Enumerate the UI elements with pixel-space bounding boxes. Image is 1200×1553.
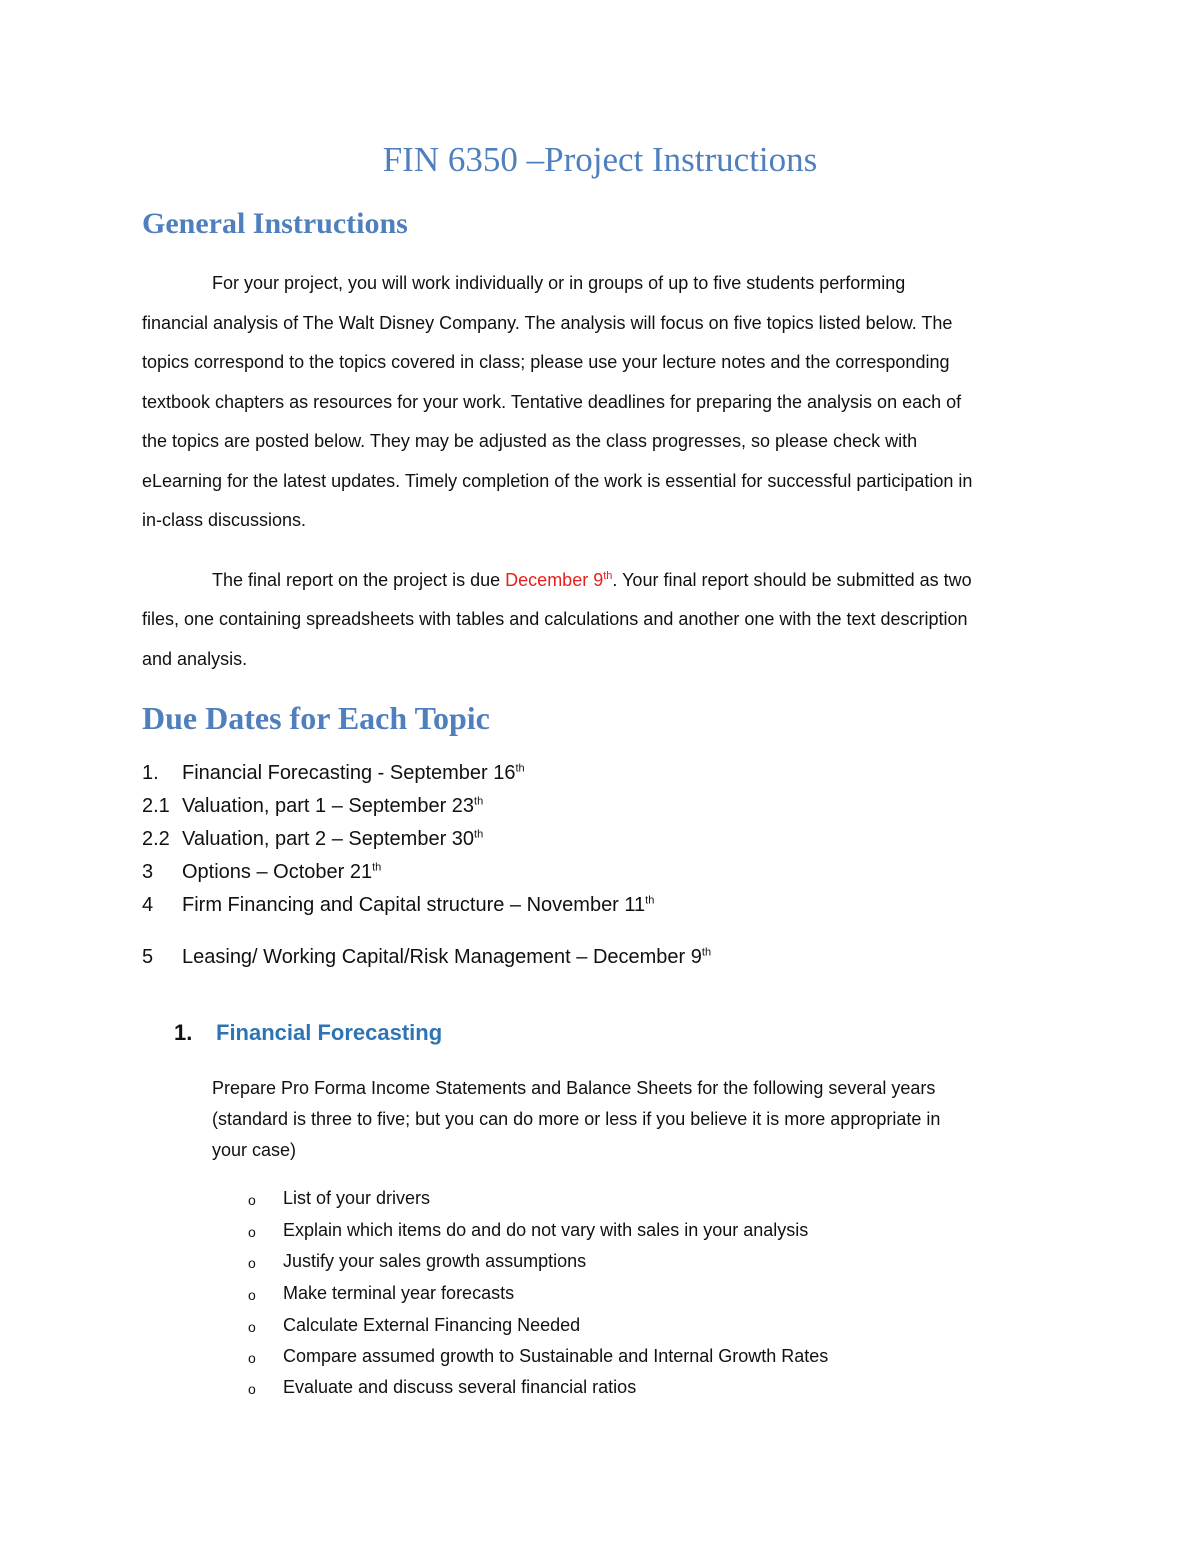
paragraph-line: your case) xyxy=(212,1140,297,1160)
topic-item xyxy=(142,795,483,818)
topic-number: 1. xyxy=(142,762,159,784)
paragraph-line: financial analysis of The Walt Disney Company. The analysis will focus on five topics listed below. The xyxy=(142,313,953,333)
list-item-text: Explain which items do and do not vary with sales in your analysis xyxy=(283,1220,809,1240)
paragraph-line: and analysis. xyxy=(142,649,248,669)
topic-date-suffix: th xyxy=(515,762,525,775)
bullet-icon: o xyxy=(248,1319,256,1335)
topic-item xyxy=(142,828,483,851)
topic-item xyxy=(142,946,711,969)
paragraph-line: files, one containing spreadsheets with tables and calculations and another one with the text description xyxy=(142,609,968,629)
topic-number: 2.1 xyxy=(142,795,170,817)
topic-item xyxy=(142,861,381,884)
section-1-heading xyxy=(174,1020,442,1046)
topic-item xyxy=(142,894,654,917)
list-item-text: Calculate External Financing Needed xyxy=(283,1315,581,1335)
list-item-text: List of your drivers xyxy=(283,1188,431,1208)
topic-label: Leasing/ Working Capital/Risk Management – December 9 xyxy=(182,946,702,968)
topic-label: Valuation, part 2 – September 30 xyxy=(182,828,475,850)
paragraph-text: . Your final report should be submitted as two xyxy=(612,570,972,590)
topic-number: 2.2 xyxy=(142,828,170,850)
topic-date-suffix: th xyxy=(372,861,382,874)
paragraph-line: in-class discussions. xyxy=(142,510,307,530)
list-item-text: Make terminal year forecasts xyxy=(283,1283,515,1303)
paragraph-line: topics correspond to the topics covered in class; please use your lecture notes and the corresponding xyxy=(142,352,950,372)
list-item-text: Compare assumed growth to Sustainable and Internal Growth Rates xyxy=(283,1346,829,1366)
topic-label: Options – October 21 xyxy=(182,861,373,883)
topic-date-suffix: th xyxy=(645,894,655,907)
topic-item xyxy=(142,762,525,785)
bullet-icon: o xyxy=(248,1381,256,1397)
topic-date-suffix: th xyxy=(701,946,712,959)
paragraph-line: eLearning for the latest updates. Timely completion of the work is essential for successful participation in xyxy=(142,471,973,491)
document-title: FIN 6350 –Project Instructions xyxy=(382,140,818,179)
paragraph-line: textbook chapters as resources for your work. Tentative deadlines for preparing the analysis on each of xyxy=(142,392,962,412)
bullet-icon: o xyxy=(248,1224,256,1240)
paragraph-text: The final report on the project is due xyxy=(212,570,506,590)
section-number: 1. xyxy=(174,1020,193,1045)
bullet-icon: o xyxy=(248,1255,256,1271)
paragraph-line xyxy=(212,570,972,591)
topic-date-suffix: th xyxy=(474,828,484,841)
final-due-date xyxy=(505,570,612,590)
topic-label: Financial Forecasting - September 16 xyxy=(182,762,516,784)
due-date-text: December 9 xyxy=(505,570,604,590)
paragraph-line: Prepare Pro Forma Income Statements and Balance Sheets for the following several years xyxy=(212,1078,936,1098)
bullet-icon: o xyxy=(248,1192,256,1208)
paragraph-line: the topics are posted below. They may be adjusted as the class progresses, so please check with xyxy=(142,431,918,451)
bullet-icon: o xyxy=(248,1350,256,1366)
section-title: Financial Forecasting xyxy=(216,1020,443,1045)
bullet-icon: o xyxy=(248,1287,256,1303)
paragraph-line: (standard is three to five; but you can do more or less if you believe it is more appropriate in xyxy=(212,1109,941,1129)
topic-label: Valuation, part 1 – September 23 xyxy=(182,795,475,817)
topic-number: 5 xyxy=(142,946,154,968)
list-item-text: Evaluate and discuss several financial ratios xyxy=(283,1377,637,1397)
due-date-suffix: th xyxy=(603,570,613,582)
topic-date-suffix: th xyxy=(474,795,484,808)
general-instructions-heading: General Instructions xyxy=(142,207,408,240)
due-dates-heading: Due Dates for Each Topic xyxy=(142,700,490,736)
topic-number: 4 xyxy=(142,894,154,916)
topic-label: Firm Financing and Capital structure – November 11 xyxy=(182,894,646,916)
topic-number: 3 xyxy=(142,861,154,883)
paragraph-line: For your project, you will work individually or in groups of up to five students performing xyxy=(212,273,906,293)
list-item-text: Justify your sales growth assumptions xyxy=(283,1251,587,1271)
